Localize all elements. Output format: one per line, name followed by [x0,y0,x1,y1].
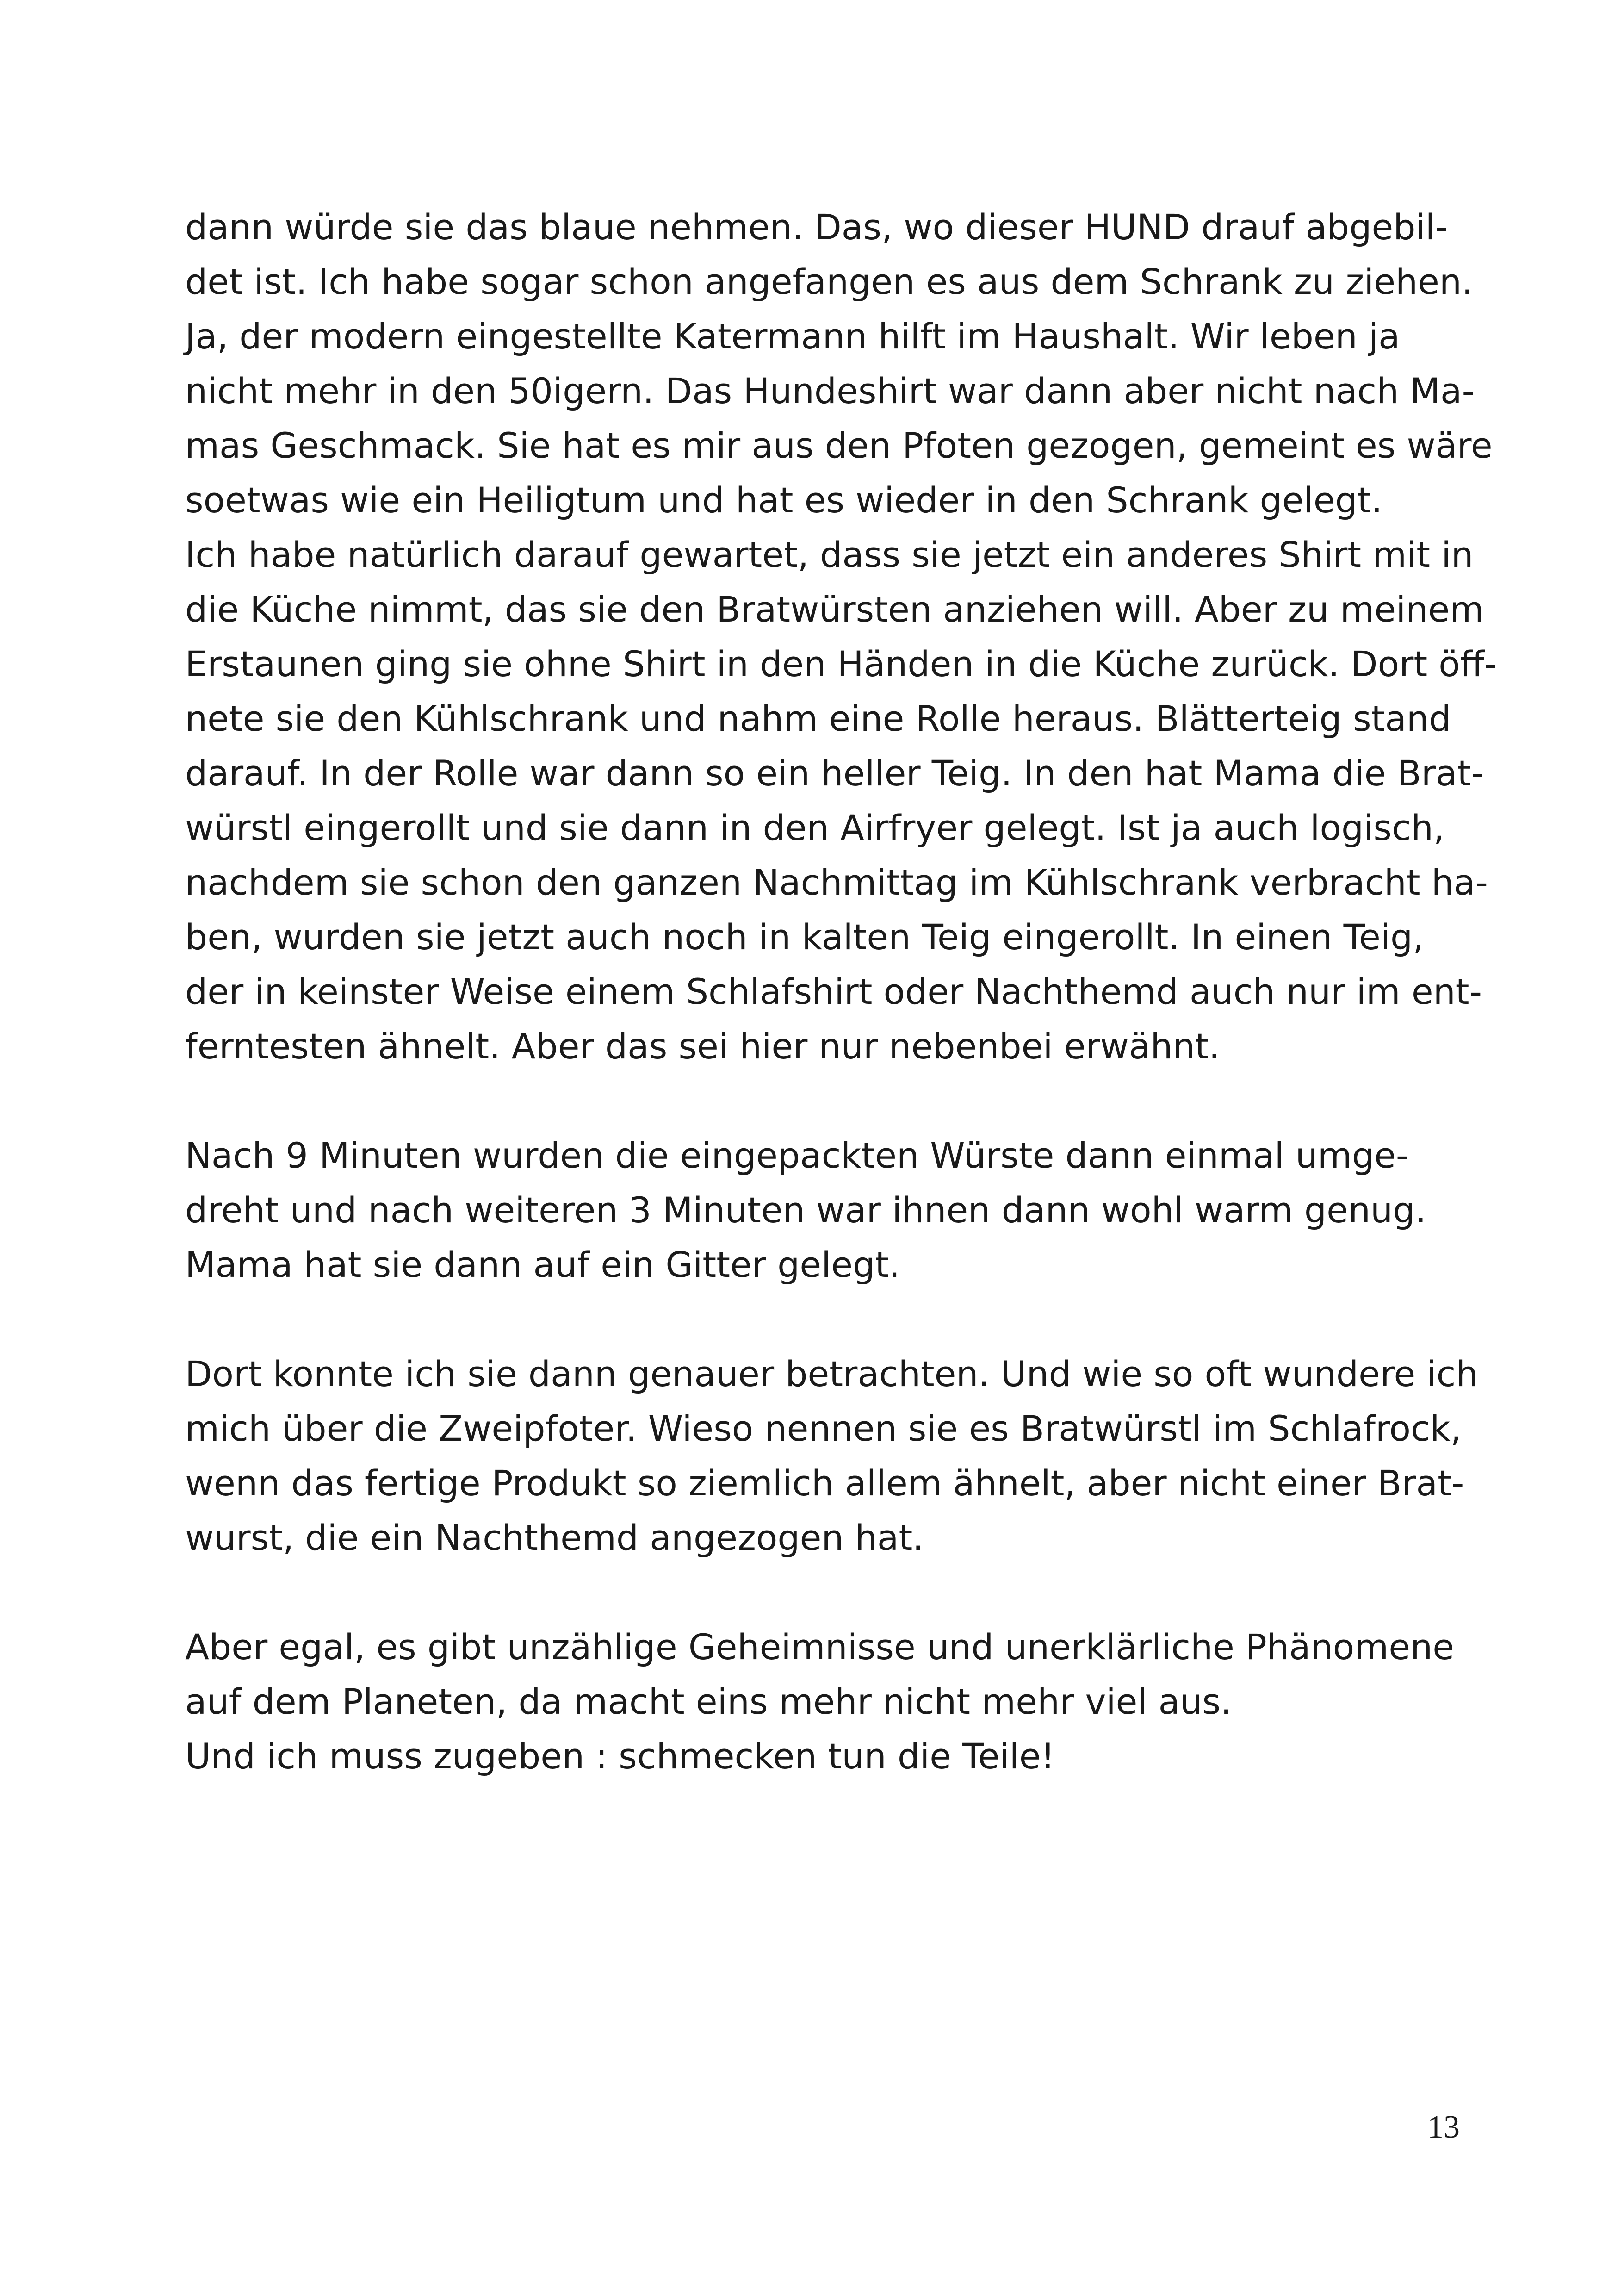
text-line: Nach 9 Minuten wurden die eingepackten Würste dann einmal umge- [185,1135,1409,1176]
text-line: Erstaunen ging sie ohne Shirt in den Händen in die Küche zurück. Dort öff- [185,643,1497,684]
text-line: ferntesten ähnelt. Aber das sei hier nur nebenbei erwähnt. [185,1026,1220,1067]
text-line: ben, wurden sie jetzt auch noch in kalten Teig eingerollt. In einen Teig, [185,916,1424,958]
text-line: würstl eingerollt und sie dann in den Airfryer gelegt. Ist ja auch logisch, [185,807,1445,848]
paragraph-gap [185,1292,1462,1347]
body-text [185,200,1497,1784]
text-line: Ja, der modern eingestellte Katermann hilft im Haushalt. Wir leben ja [185,316,1400,357]
text-line: darauf. In der Rolle war dann so ein heller Teig. In den hat Mama die Brat- [185,753,1484,794]
text-line: dreht und nach weiteren 3 Minuten war ihnen dann wohl warm genug. [185,1189,1426,1231]
text-line: det ist. Ich habe sogar schon angefangen es aus dem Schrank zu ziehen. [185,261,1473,302]
text-line: mich über die Zweipfoter. Wieso nennen sie es Bratwürstl im Schlafrock, [185,1408,1462,1449]
text-line: Dort konnte ich sie dann genauer betrachten. Und wie so oft wundere ich [185,1353,1478,1394]
page-number: 13 [1427,2109,1460,2145]
text-line: Aber egal, es gibt unzählige Geheimnisse und unerklärliche Phänomene [185,1626,1455,1668]
text-line: wenn das fertige Produkt so ziemlich allem ähnelt, aber nicht einer Brat- [185,1462,1464,1504]
text-line: nicht mehr in den 50igern. Das Hundeshirt war dann aber nicht nach Ma- [185,370,1475,411]
paragraph-gap [185,1074,1462,1128]
text-line: Mama hat sie dann auf ein Gitter gelegt. [185,1244,900,1285]
text-line: nete sie den Kühlschrank und nahm eine Rolle heraus. Blätterteig stand [185,698,1451,739]
text-line: wurst, die ein Nachthemd angezogen hat. [185,1517,924,1558]
text-line: nachdem sie schon den ganzen Nachmittag im Kühlschrank verbracht ha- [185,862,1488,903]
text-line: auf dem Planeten, da macht eins mehr nicht mehr viel aus. [185,1681,1232,1722]
paragraph-gap [185,1565,1462,1620]
text-line: mas Geschmack. Sie hat es mir aus den Pfoten gezogen, gemeint es wäre [185,425,1493,466]
text-line: Ich habe natürlich darauf gewartet, dass sie jetzt ein anderes Shirt mit in [185,534,1474,575]
text-line: dann würde sie das blaue nehmen. Das, wo dieser HUND drauf abgebil- [185,206,1448,248]
text-line: soetwas wie ein Heiligtum und hat es wieder in den Schrank gelegt. [185,479,1382,521]
text-line: die Küche nimmt, das sie den Bratwürsten anziehen will. Aber zu meinem [185,589,1484,630]
text-line: Und ich muss zugeben : schmecken tun die Teile! [185,1736,1055,1777]
text-line: der in keinster Weise einem Schlafshirt oder Nachthemd auch nur im ent- [185,971,1482,1012]
